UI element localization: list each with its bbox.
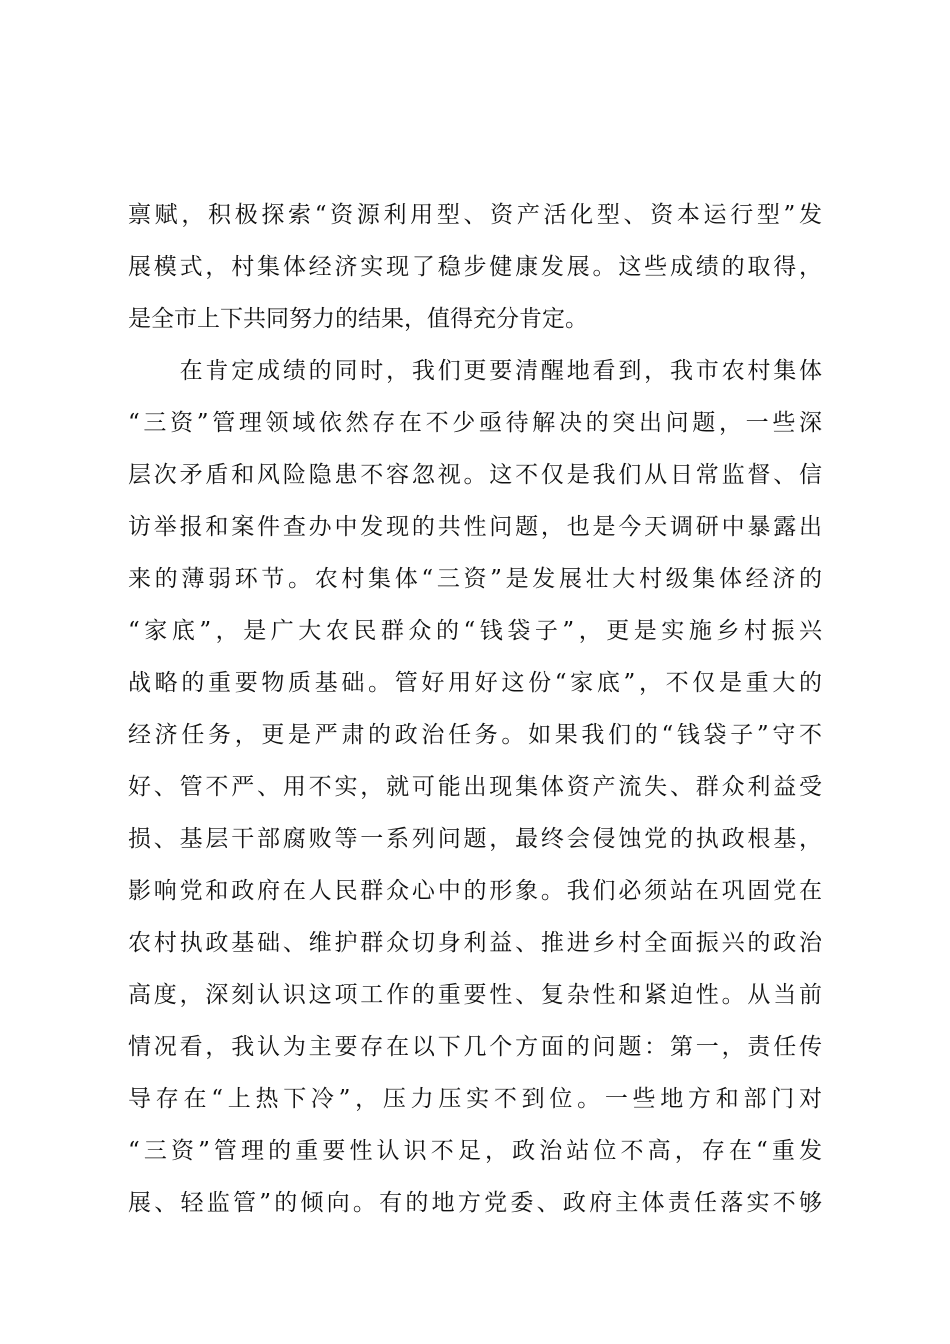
text-line: 情况看，我认为主要存在以下几个方面的问题：第一，责任传 [128,1034,822,1060]
text-line: 是全市上下共同努力的结果，值得充分肯定。 [128,306,588,332]
text-line: 层次矛盾和风险隐患不容忽视。这不仅是我们从日常监督、信 [128,462,822,488]
text-line: 访举报和案件查办中发现的共性问题，也是今天调研中暴露出 [128,514,822,540]
text-line: 战略的重要物质基础。管好用好这份“家底”，不仅是重大的 [128,670,822,696]
text-line: 影响党和政府在人民群众心中的形象。我们必须站在巩固党在 [128,878,822,904]
text-line: 损、基层干部腐败等一系列问题，最终会侵蚀党的执政根基， [128,826,822,852]
text-line: 展模式，村集体经济实现了稳步健康发展。这些成绩的取得， [128,254,822,280]
text-line: 好、管不严、用不实，就可能出现集体资产流失、群众利益受 [128,774,822,800]
text-line: “三资”管理领域依然存在不少亟待解决的突出问题，一些深 [128,410,822,436]
text-line: 来的薄弱环节。农村集体“三资”是发展壮大村级集体经济的 [128,566,822,592]
text-line: 展、轻监管”的倾向。有的地方党委、政府主体责任落实不够 [128,1190,822,1216]
document-body [128,189,822,1229]
text-line: 禀赋，积极探索“资源利用型、资产活化型、资本运行型”发 [128,202,822,228]
text-line: 经济任务，更是严肃的政治任务。如果我们的“钱袋子”守不 [128,722,822,748]
paragraph-start-line: 在肯定成绩的同时，我们更要清醒地看到，我市农村集体 [128,358,822,384]
text-line: “家底”，是广大农民群众的“钱袋子”，更是实施乡村振兴 [128,618,822,644]
text-line: 高度，深刻认识这项工作的重要性、复杂性和紧迫性。从当前 [128,982,822,1008]
text-line: “三资”管理的重要性认识不足，政治站位不高，存在“重发 [128,1138,822,1164]
text-line: 导存在“上热下冷”，压力压实不到位。一些地方和部门对 [128,1086,822,1112]
text-line: 农村执政基础、维护群众切身利益、推进乡村全面振兴的政治 [128,930,822,956]
